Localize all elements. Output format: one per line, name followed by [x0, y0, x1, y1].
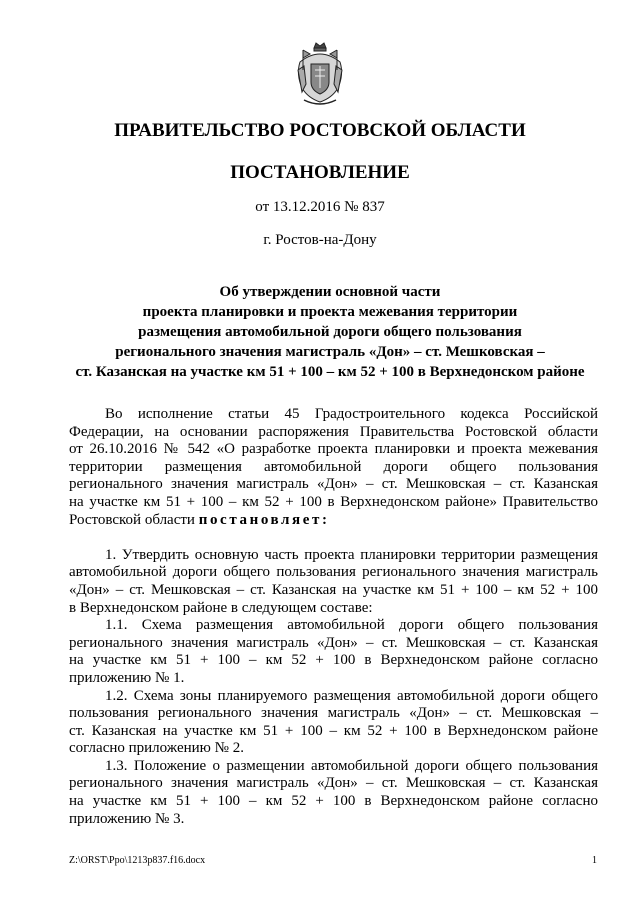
- preamble-line: Во исполнение статьи 45 Градостроительного кодекса Российской: [105, 406, 598, 422]
- footer-page-number: 1: [592, 855, 597, 866]
- item-line: на участке км 51 + 100 – км 52 + 100 в Верхнедонском районе согласно: [69, 793, 598, 810]
- paragraph-gap: [69, 529, 598, 547]
- item-line: согласно приложению № 2.: [69, 740, 244, 757]
- subject-line: ст. Казанская на участке км 51 + 100 – км 52 + 100 в Верхнедонском районе: [75, 364, 585, 380]
- subject-line: регионального значения магистраль «Дон» – ст. Мешковская –: [115, 344, 545, 360]
- item-line: ст. Казанская на участке км 51 + 100 – км 52 + 100 в Верхнедонском районе: [69, 722, 598, 739]
- preamble-line: Ростовской области: [69, 511, 195, 528]
- item-line: в Верхнедонском районе в следующем составе:: [69, 599, 373, 616]
- item-line: автомобильной дороги общего пользования регионального значения магистраль: [69, 564, 598, 581]
- item-line: 1.2. Схема зоны планируемого размещения автомобильной дороги общего: [105, 687, 598, 704]
- preamble-line: Федерации, на основании распоряжения Правительства Ростовской области: [69, 423, 598, 440]
- document-type: ПОСТАНОВЛЕНИЕ: [230, 162, 410, 183]
- item-line: 1. Утвердить основную часть проекта планировки территории размещения: [105, 546, 598, 563]
- document-place: г. Ростов-на-Дону: [263, 232, 377, 248]
- preamble-line: регионального значения магистраль «Дон» – ст. Мешковская – ст. Казанская: [69, 476, 598, 493]
- decree-word: постановляет:: [198, 511, 330, 528]
- footer-file-path: Z:\ORST\Ppo\1213p837.f16.docx: [69, 855, 206, 866]
- item-line: пользования регионального значения магистраль «Дон» – ст. Мешковская –: [69, 705, 598, 722]
- preamble-last-line: [69, 512, 598, 530]
- item-line: приложению № 1.: [69, 669, 185, 686]
- item-line: «Дон» – ст. Мешковская – ст. Казанская на участке км 51 + 100 – км 52 + 100: [69, 581, 598, 598]
- subject-line: размещения автомобильной дороги общего пользования: [138, 324, 522, 340]
- item-line: приложению № 3.: [69, 810, 185, 827]
- document-subject: [60, 282, 600, 382]
- item-line: 1.1. Схема размещения автомобильной дороги общего пользования: [105, 617, 598, 634]
- preamble-line: от 26.10.2016 № 542 «О разработке проекта планировки и проекта межевания: [69, 441, 598, 458]
- item-line: на участке км 51 + 100 – км 52 + 100 в Верхнедонском районе согласно: [69, 652, 598, 669]
- preamble-line: территории размещения автомобильной дороги общего пользования: [69, 458, 598, 475]
- item-line: 1.3. Положение о размещении автомобильной дороги общего пользования: [105, 757, 598, 774]
- government-title: ПРАВИТЕЛЬСТВО РОСТОВСКОЙ ОБЛАСТИ: [114, 120, 526, 141]
- preamble-paragraph: [69, 406, 598, 828]
- item-line: регионального значения магистраль «Дон» – ст. Мешковская – ст. Казанская: [69, 775, 598, 792]
- subject-line: проекта планировки и проекта межевания территории: [142, 304, 518, 320]
- coat-of-arms-icon: [294, 40, 346, 108]
- preamble-line: на участке км 51 + 100 – км 52 + 100 в Верхнедонском районе» Правительство: [69, 493, 598, 510]
- document-date-number: от 13.12.2016 № 837: [255, 199, 385, 215]
- item-line: регионального значения магистраль «Дон» – ст. Мешковская – ст. Казанская: [69, 634, 598, 651]
- subject-line: Об утверждении основной части: [219, 284, 441, 300]
